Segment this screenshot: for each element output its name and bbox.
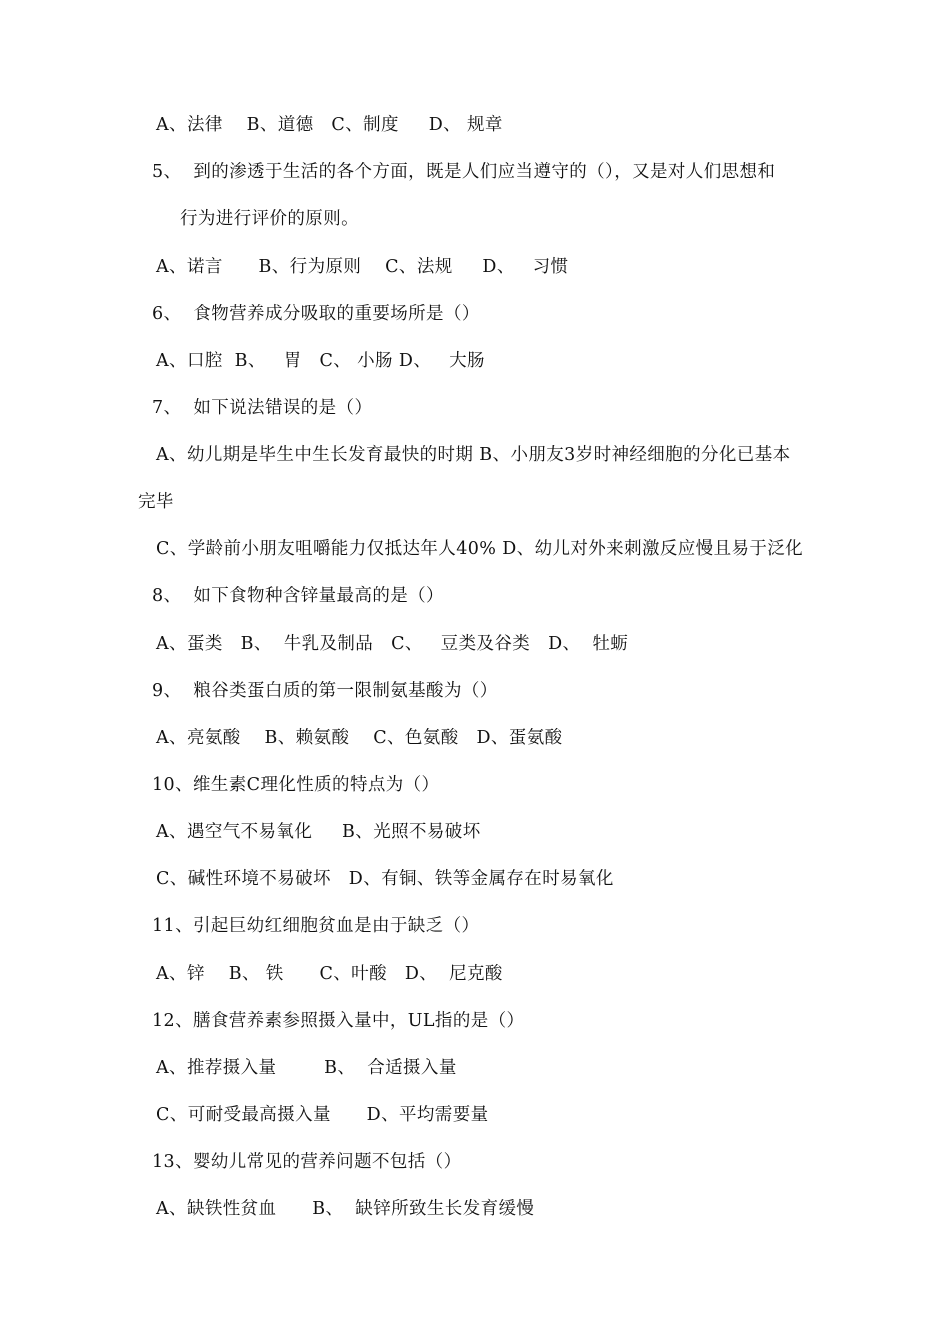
q5-text: 5、 到的渗透于生活的各个方面，既是人们应当遵守的（），又是对人们思想和 [152, 162, 776, 182]
q7-options-ab: A、幼儿期是毕生中生长发育最快的时期 B、小朋友3岁时神经细胞的分化已基本 [156, 445, 791, 465]
q4-options: A、法律 B、道德 C、制度 D、 规章 [156, 115, 503, 135]
q12-options-ab: A、推荐摄入量 B、 合适摄入量 [156, 1058, 457, 1078]
q8-options: A、蛋类 B、 牛乳及制品 C、 豆类及谷类 D、 牡蛎 [156, 634, 629, 654]
q10-text: 10、维生素C理化性质的特点为（） [152, 775, 440, 795]
q10-options-cd: C、碱性环境不易破坏 D、有铜、铁等金属存在时易氧化 [156, 869, 614, 889]
q7-options-cd: C、学龄前小朋友咀嚼能力仅抵达年人40% D、幼儿对外来刺激反应慢且易于泛化 [156, 539, 804, 559]
q5-text-cont: 行为进行评价的原则。 [180, 209, 359, 229]
q6-options: A、口腔 B、 胃 C、 小肠 D、 大肠 [156, 351, 485, 371]
q5-options: A、诺言 B、行为原则 C、法规 D、 习惯 [156, 257, 569, 277]
q9-text: 9、 粮谷类蛋白质的第一限制氨基酸为（） [152, 681, 498, 701]
q11-options: A、锌 B、 铁 C、叶酸 D、 尼克酸 [156, 964, 503, 984]
q13-text: 13、婴幼儿常见的营养问题不包括（） [152, 1152, 462, 1172]
q10-options-ab: A、遇空气不易氧化 B、光照不易破坏 [156, 822, 481, 842]
q12-text: 12、膳食营养素参照摄入量中，UL指的是（） [152, 1011, 525, 1031]
q13-options-ab: A、缺铁性贫血 B、 缺锌所致生长发育缓慢 [156, 1199, 535, 1219]
q11-text: 11、引起巨幼红细胞贫血是由于缺乏（） [152, 916, 480, 936]
q8-text: 8、 如下食物种含锌量最高的是（） [152, 586, 444, 606]
q7-text: 7、 如下说法错误的是（） [152, 398, 373, 418]
q7-options-ab-cont: 完毕 [138, 492, 174, 512]
q6-text: 6、 食物营养成分吸取的重要场所是（） [152, 304, 480, 324]
q9-options: A、亮氨酸 B、赖氨酸 C、色氨酸 D、蛋氨酸 [156, 728, 563, 748]
q12-options-cd: C、可耐受最高摄入量 D、平均需要量 [156, 1105, 489, 1125]
